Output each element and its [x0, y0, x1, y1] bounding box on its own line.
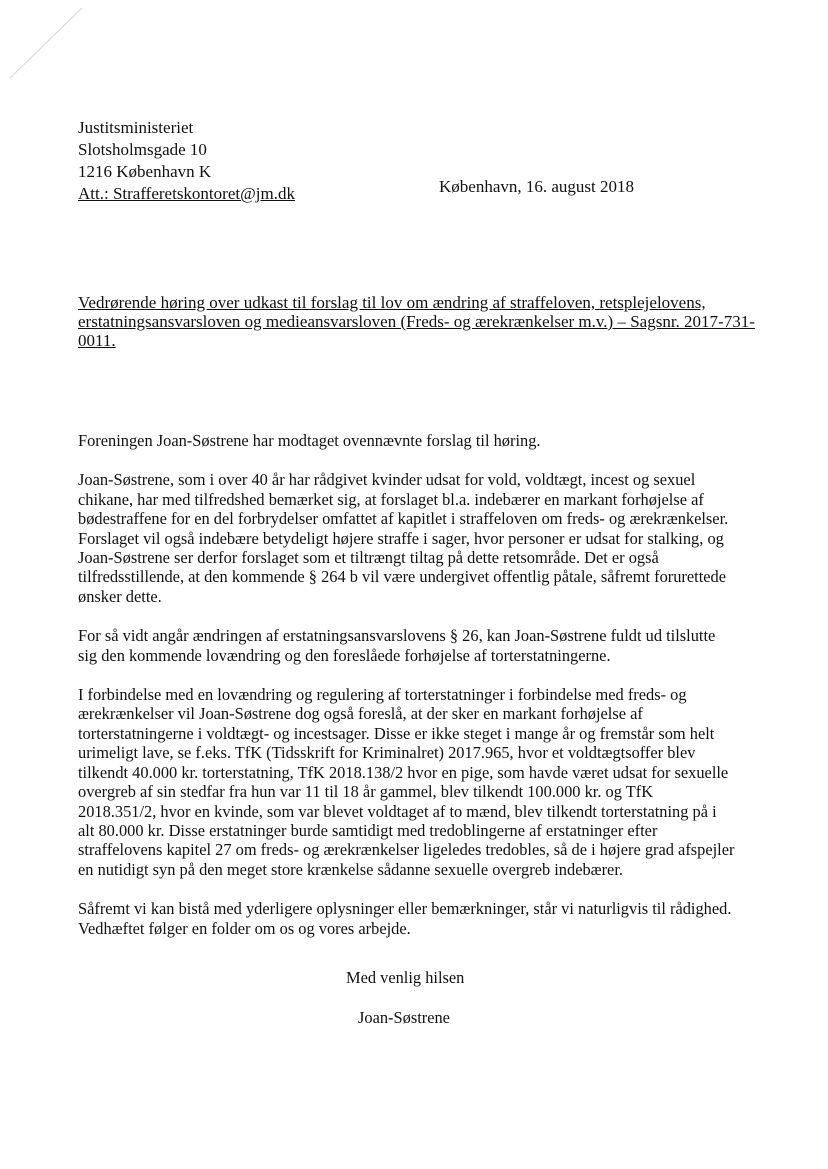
- paragraph-line: For så vidt angår ændringen af erstatningsansvarslovens § 26, kan Joan-Søstrene fuldt ud tilslutte: [78, 626, 716, 646]
- paragraph-line: tilfredsstillende, at den kommende § 264 b vil være undergivet offentlig påtale, såfremt forurettede: [78, 567, 726, 587]
- paragraph-line: alt 80.000 kr. Disse erstatninger burde samtidigt med tredoblingerne af erstatninger efter: [78, 820, 658, 840]
- letter-body: [78, 411, 758, 958]
- paragraph-line: bødestraffene for en del forbrydelser omfattet af kapitlet i straffeloven om freds- og ærekrænkelser.: [78, 509, 729, 529]
- paragraph-line: I forbindelse med en lovændring og regulering af torterstatninger i forbindelse med freds- og: [78, 685, 687, 705]
- paragraph-line: 2018.351/2, hvor en kvinde, som var blevet voldtaget af to mænd, blev tilkendt torterstatning på i: [78, 801, 717, 821]
- recipient-name: Justitsministeriet: [78, 118, 194, 137]
- paragraph-line: straffelovens kapitel 27 om freds- og ærekrænkelser ligeledes tredobles, så de i højere grad afspejler: [78, 840, 735, 860]
- paragraph-line: Vedhæftet følger en folder om os og vores arbejde.: [78, 918, 411, 938]
- paragraph-line: ønsker dette.: [78, 586, 162, 606]
- scan-corner-mark: [0, 0, 90, 90]
- letter-date: København, 16. august 2018: [439, 177, 635, 196]
- paragraph-line: tilkendt 40.000 kr. torterstatning, TfK 2018.138/2 hvor en pige, som havde været udsat for sexuelle: [78, 762, 729, 782]
- subject-line-1: Vedrørende høring over udkast til forslag til lov om ændring af straffeloven, retsplejelovens,: [78, 293, 706, 312]
- paragraph-line: Joan-Søstrene ser derfor forslaget som et tiltrængt tiltag på dette retsområde. Det er også: [78, 548, 659, 568]
- paragraph-line: urimeligt lave, se f.eks. TfK (Tidsskrift for Kriminalret) 2017.965, hvor et voldtægtsoffer blev: [78, 743, 696, 763]
- closing-signature: Joan-Søstrene: [358, 1008, 450, 1027]
- paragraph-line: Foreningen Joan-Søstrene har modtaget ovennævnte forslag til høring.: [78, 431, 541, 450]
- closing-greeting: Med venlig hilsen: [346, 968, 465, 987]
- subject-line-2: erstatningsansvarsloven og medieansvarsloven (Freds- og ærekrænkelser m.v.) – Sagsnr. 2017-731-: [78, 312, 755, 331]
- paragraph-line: Såfremt vi kan bistå med yderligere oplysninger eller bemærkninger, står vi naturligvis til rådighed.: [78, 899, 732, 919]
- paragraph-line: en nutidigt syn på den meget store krænkelse sådanne sexuelle overgreb indebærer.: [78, 859, 623, 879]
- subject-line-3: 0011.: [78, 331, 116, 350]
- paragraph-line: Joan-Søstrene, som i over 40 år har rådgivet kvinder udsat for vold, voldtægt, incest og sexuel: [78, 470, 696, 490]
- recipient-address: [78, 117, 295, 205]
- paragraph-line: Forslaget vil også indebære betydeligt højere straffe i sager, hvor personer er udsat for stalking, og: [78, 528, 724, 548]
- paragraph-line: chikane, har med tilfredshed bemærket sig, at forslaget bl.a. indebærer en markant forhøjelse af: [78, 489, 704, 509]
- paragraph-line: sig den kommende lovændring og den foreslåede forhøjelse af torterstatningerne.: [78, 645, 611, 665]
- recipient-attention-email[interactable]: Att.: Strafferetskontoret@jm.dk: [78, 184, 295, 203]
- paragraph-line: torterstatningerne i voldtægt- og incestsager. Disse er ikke steget i mange år og fremstår som helt: [78, 723, 715, 743]
- recipient-street: Slotsholmsgade 10: [78, 140, 207, 159]
- letter-subject: [78, 293, 768, 350]
- recipient-city: 1216 København K: [78, 162, 212, 181]
- paragraph-line: overgreb af sin stedfar fra hun var 11 til 18 år gammel, blev tilkendt 100.000 kr. og TfK: [78, 782, 654, 802]
- paragraph-line: ærekrænkelser vil Joan-Søstrene dog også foreslå, at der sker en markant forhøjelse af: [78, 704, 643, 724]
